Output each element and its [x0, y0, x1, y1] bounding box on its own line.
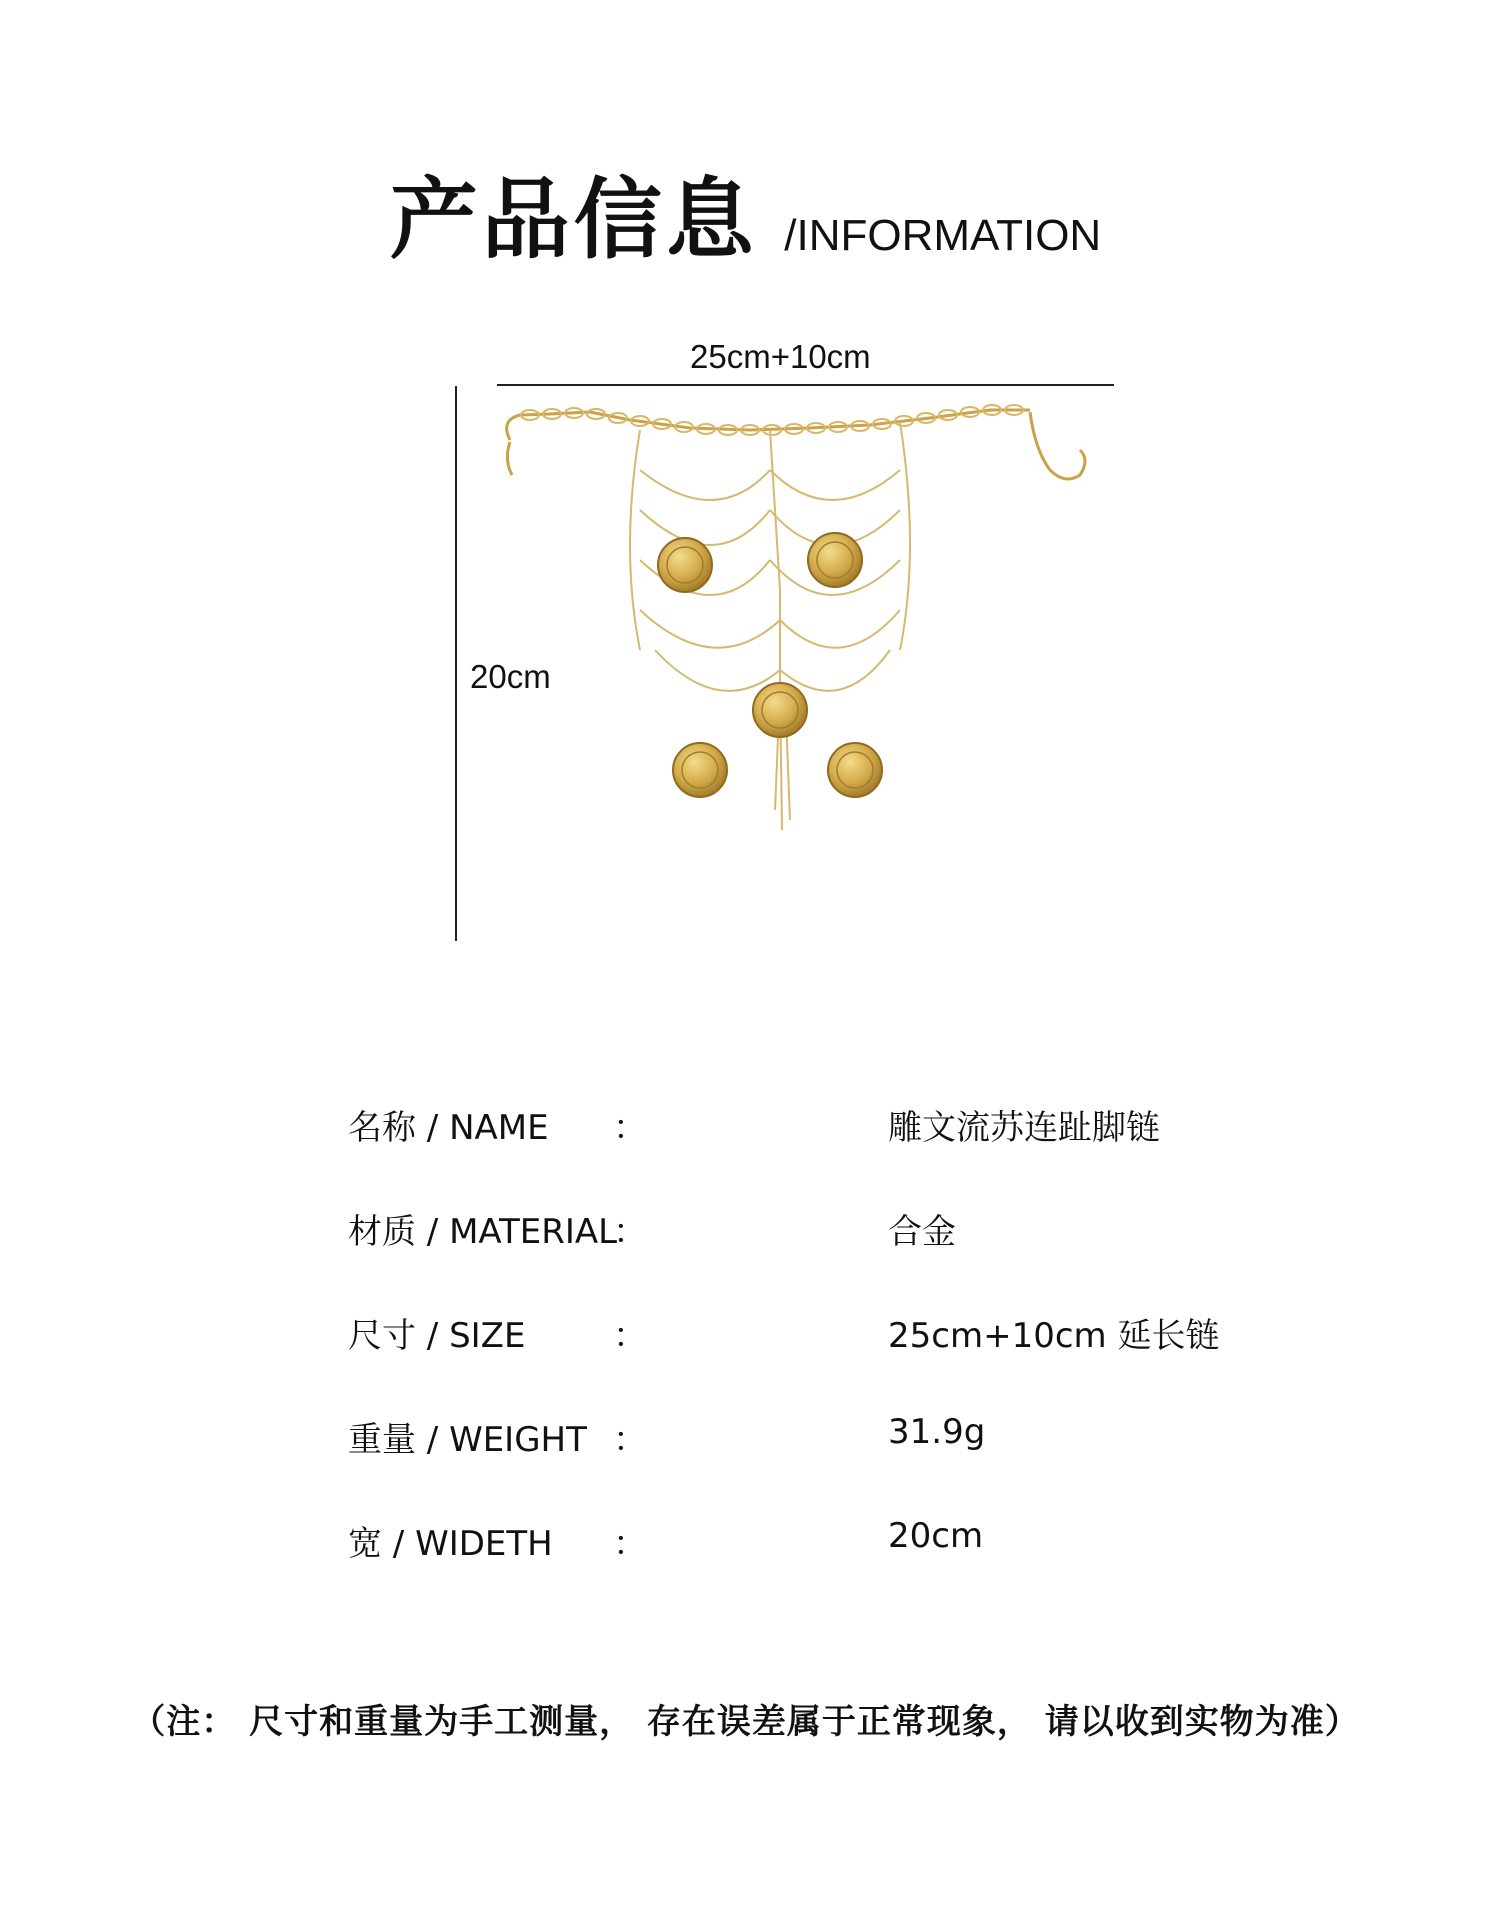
spec-value: 25cm+10cm 延长链	[888, 1316, 1220, 1356]
spec-row-width	[348, 1516, 1248, 1620]
width-dimension-line	[497, 384, 1114, 386]
spec-row-size	[348, 1308, 1248, 1412]
page-subtitle: /INFORMATION	[784, 211, 1102, 260]
spec-value: 雕文流苏连趾脚链	[888, 1108, 1160, 1148]
spec-value: 31.9g	[888, 1412, 986, 1452]
spec-row-name	[348, 1100, 1248, 1204]
product-image	[490, 390, 1130, 910]
height-dimension-line	[455, 386, 457, 941]
spec-label: 名称 / NAME	[348, 1108, 549, 1148]
gold-coins	[658, 533, 882, 797]
page-title: 产品信息	[389, 168, 758, 271]
spec-colon: ：	[613, 1212, 647, 1252]
spec-label: 宽 / WIDETH	[348, 1524, 553, 1564]
page-header	[0, 150, 1491, 276]
width-dimension-label: 25cm+10cm	[690, 338, 871, 375]
spec-colon: ：	[613, 1524, 647, 1564]
height-dimension-label: 20cm	[470, 658, 551, 695]
spec-label: 重量 / WEIGHT	[348, 1420, 587, 1460]
spec-value: 合金	[888, 1212, 956, 1252]
spec-colon: ：	[613, 1108, 647, 1148]
spec-value: 20cm	[888, 1516, 984, 1556]
spec-table	[348, 1100, 1248, 1620]
spec-label: 尺寸 / SIZE	[348, 1316, 526, 1356]
spec-label: 材质 / MATERIAL	[348, 1212, 618, 1252]
top-chain	[507, 410, 1085, 479]
spec-colon: ：	[613, 1316, 647, 1356]
measurement-note: （注： 尺寸和重量为手工测量， 存在误差属于正常现象， 请以收到实物为准）	[131, 1702, 1360, 1742]
spec-row-weight	[348, 1412, 1248, 1516]
spec-colon: ：	[613, 1420, 647, 1460]
spec-row-material	[348, 1204, 1248, 1308]
